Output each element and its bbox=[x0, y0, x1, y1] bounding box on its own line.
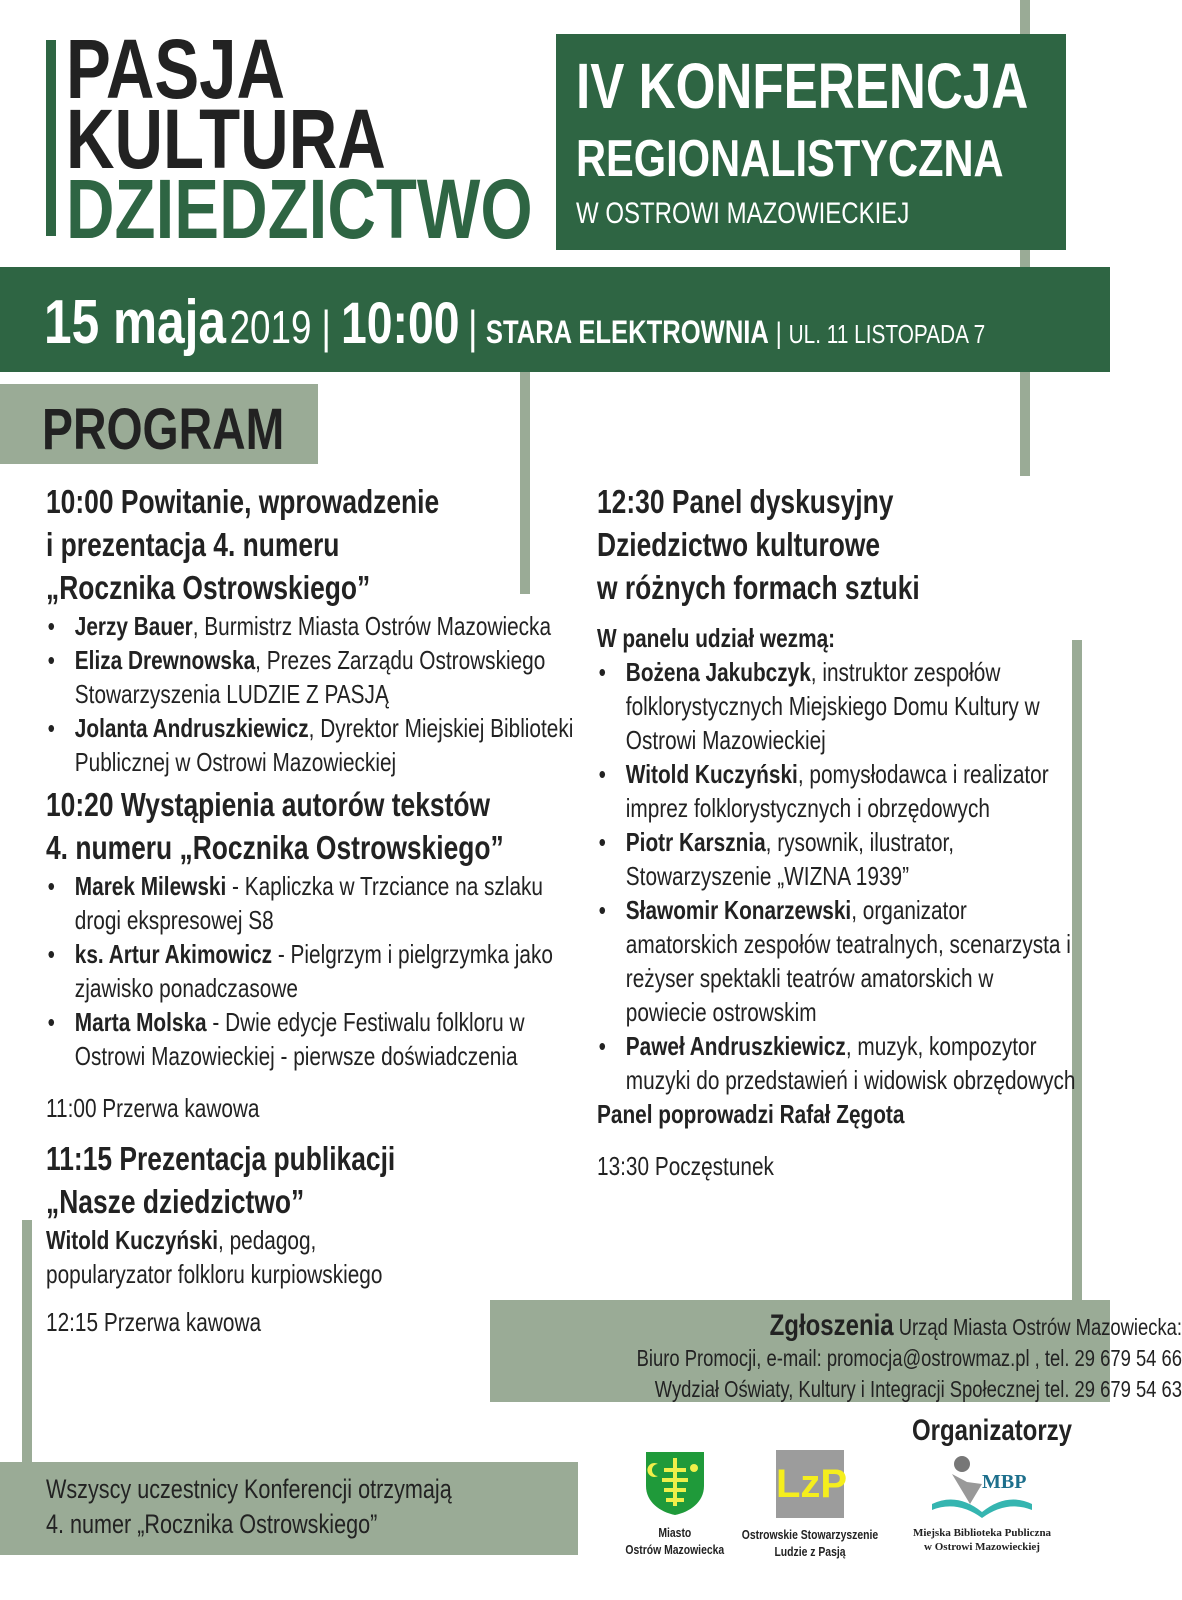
lzp-logo-icon: LzP bbox=[776, 1450, 844, 1518]
svg-text:MBP: MBP bbox=[982, 1471, 1027, 1493]
session-1 bbox=[46, 480, 582, 779]
event-venue: STARA ELEKTROWNIA bbox=[485, 314, 769, 350]
slogan-kultura: KULTURA bbox=[66, 92, 386, 186]
session-title: „Rocznika Ostrowskiego” bbox=[46, 569, 371, 606]
event-date: 15 maja bbox=[44, 288, 227, 357]
footer-note: 4. numer „Rocznika Ostrowskiego” bbox=[46, 1509, 378, 1539]
list-item: • Marta Molska - Dwie edycje Festiwalu folkloru w Ostrowi Mazowieckiej - pierwsze doświadczenia bbox=[46, 1005, 582, 1073]
speaker: Witold Kuczyński, pedagog, bbox=[46, 1225, 317, 1255]
moderator: Panel poprowadzi Rafał Zęgota bbox=[597, 1099, 905, 1129]
speaker-list bbox=[46, 869, 582, 1073]
panel-title: w różnych formach sztuki bbox=[597, 569, 920, 606]
organizers-title: Organizatorzy bbox=[912, 1414, 1073, 1447]
registration-title: Zgłoszenia bbox=[769, 1309, 894, 1342]
event-time: 10:00 bbox=[340, 291, 460, 356]
speaker-description: popularyzator folkloru kurpiowskiego bbox=[46, 1259, 383, 1289]
separator: | bbox=[321, 301, 331, 353]
conference-title: IV KONFERENCJA bbox=[576, 50, 1029, 122]
slogan-dziedzictwo: DZIEDZICTWO bbox=[66, 162, 533, 256]
registration-box bbox=[490, 1300, 1182, 1402]
conference-title-box bbox=[556, 34, 1066, 250]
program-left-column bbox=[46, 480, 582, 1339]
footer-note: Wszyscy uczestnicy Konferencji otrzymają bbox=[46, 1474, 452, 1504]
list-item: • Witold Kuczyński, pomysłodawca i realizator imprez folklorystycznych i obrzędowych bbox=[597, 757, 1077, 825]
separator: | bbox=[775, 317, 782, 350]
session-title: 11:15 Prezentacja publikacji bbox=[46, 1140, 396, 1177]
separator: | bbox=[467, 301, 478, 353]
header-slogan bbox=[66, 22, 546, 256]
slogan-pasja: PASJA bbox=[66, 22, 286, 116]
list-item: • Marek Milewski - Kapliczka w Trzciance na szlaku drogi ekspresowej S8 bbox=[46, 869, 582, 937]
session-2 bbox=[46, 783, 582, 1073]
coffee-break: 12:15 Przerwa kawowa bbox=[46, 1307, 262, 1337]
list-item: • ks. Artur Akimowicz - Pielgrzym i pielgrzymka jako zjawisko ponadczasowe bbox=[46, 937, 582, 1005]
library-book-icon bbox=[922, 1454, 1042, 1520]
coffee-break: 11:00 Przerwa kawowa bbox=[46, 1093, 260, 1123]
list-item: • Jerzy Bauer, Burmistrz Miasta Ostrów Mazowiecka bbox=[46, 609, 582, 643]
logo-city: Miasto Ostrów Mazowiecka bbox=[610, 1450, 740, 1558]
contact-line: Wydział Oświaty, Kultury i Integracji Społecznej tel. 29 679 54 63 bbox=[654, 1376, 1182, 1402]
panel-title: 12:30 Panel dyskusyjny bbox=[597, 483, 894, 520]
list-item: • Paweł Andruszkiewicz, muzyk, kompozytor muzyki do przedstawień i widowisk obrzędowych bbox=[597, 1029, 1077, 1097]
session-3 bbox=[46, 1137, 582, 1291]
accent-bar bbox=[46, 40, 56, 236]
logo-mbp: MBP Miejska Biblioteka Publiczna w Ostrowi Mazowieckiej bbox=[912, 1454, 1052, 1554]
registration-org: Urząd Miasta Ostrów Mazowiecka: bbox=[893, 1314, 1182, 1340]
speaker-list bbox=[46, 609, 582, 779]
refreshments: 13:30 Poczęstunek bbox=[597, 1151, 774, 1181]
program-title: PROGRAM bbox=[42, 397, 285, 462]
logo-lzp: LzP Ostrowskie Stowarzyszenie Ludzie z Pasją bbox=[730, 1450, 890, 1560]
session-title: „Nasze dziedzictwo” bbox=[46, 1183, 305, 1220]
session-title: 10:00 Powitanie, wprowadzenie bbox=[46, 483, 440, 520]
program-label-box bbox=[0, 384, 318, 464]
list-item: • Sławomir Konarzewski, organizator amatorskich zespołów teatralnych, scenarzysta i reżyser spektakli teatrów amatorskich w powiecie ostrowskim bbox=[597, 893, 1077, 1029]
session-title: 10:20 Wystąpienia autorów tekstów bbox=[46, 786, 491, 823]
event-year: 2019 bbox=[229, 301, 312, 353]
list-item: • Jolanta Andruszkiewicz, Dyrektor Miejskiej Biblioteki Publicznej w Ostrowi Mazowieckiej bbox=[46, 711, 582, 779]
list-item: • Piotr Karsznia, rysownik, ilustrator, Stowarzyszenie „WIZNA 1939” bbox=[597, 825, 1077, 893]
panel-title: Dziedzictwo kulturowe bbox=[597, 526, 881, 563]
event-address: UL. 11 LISTOPADA 7 bbox=[788, 319, 986, 349]
program-right-column bbox=[597, 480, 1077, 1183]
conference-location: W OSTROWI MAZOWIECKIEJ bbox=[576, 197, 910, 230]
footer-note-box bbox=[0, 1462, 578, 1555]
session-title: 4. numeru „Rocznika Ostrowskiego” bbox=[46, 829, 504, 866]
list-item: • Eliza Drewnowska, Prezes Zarządu Ostrowskiego Stowarzyszenia LUDZIE Z PASJĄ bbox=[46, 643, 582, 711]
contact-line: Biuro Promocji, e-mail: promocja@ostrowmaz.pl , tel. 29 679 54 66 bbox=[636, 1345, 1182, 1371]
panel-intro: W panelu udział wezmą: bbox=[597, 623, 836, 653]
divider-line bbox=[22, 1220, 32, 1462]
list-item: • Bożena Jakubczyk, instruktor zespołów folklorystycznych Miejskiego Domu Kultury w Ostrowi Mazowieckiej bbox=[597, 655, 1077, 757]
panelist-list bbox=[597, 655, 1077, 1097]
date-band bbox=[0, 267, 1110, 372]
city-coat-of-arms-icon bbox=[644, 1450, 706, 1516]
conference-subtitle: REGIONALISTYCZNA bbox=[576, 130, 1004, 188]
session-title: i prezentacja 4. numeru bbox=[46, 526, 340, 563]
